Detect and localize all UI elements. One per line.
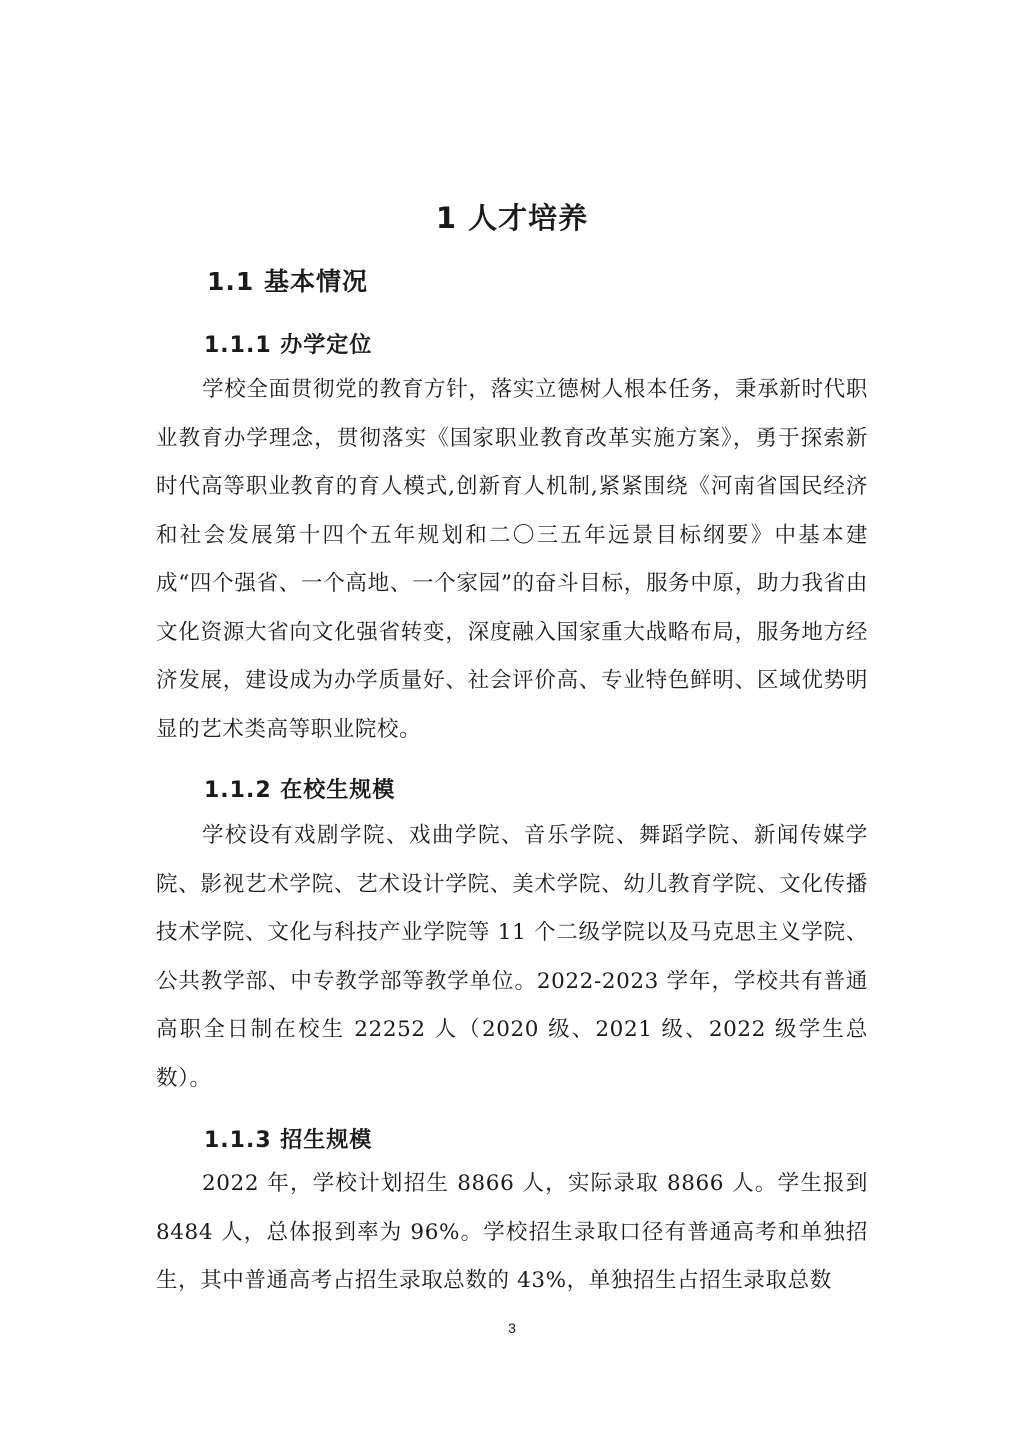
subsection-title-enrollment-size: 1.1.2 在校生规模 <box>204 778 396 803</box>
page-number: 3 <box>508 1320 516 1336</box>
paragraph-positioning: 学校全面贯彻党的教育方针，落实立德树人根本任务，秉承新时代职业教育办学理念，贯彻落实《国家职业教育改革实施方案》，勇于探索新时代高等职业教育的育人模式,创新育人机制,紧紧围绕《河南省国民经济和社会发展第十四个五年规划和二〇三五年远景目标纲要》中基本建成“四个强省、一个高地、一个家园”的奋斗目标，服务中原，助力我省由文化资源大省向文化强省转变，深度融入国家重大战略布局，服务地方经济发展，建设成为办学质量好、社会评价高、专业特色鲜明、区域优势明显的艺术类高等职业院校。 <box>156 377 868 742</box>
section-title: 1.1 基本情况 <box>207 267 368 296</box>
subsection-title-admission-scale: 1.1.3 招生规模 <box>204 1128 373 1153</box>
paragraph-admission-scale: 2022 年，学校计划招生 8866 人，实际录取 8866 人。学生报到 8484 人，总体报到率为 96%。学校招生录取口径有普通高考和单独招生，其中普通高考占招生录取总数的 43%，单独招生占招生录取总数 <box>156 1171 868 1293</box>
chapter-title: 1 人才培养 <box>435 201 589 235</box>
subsection-title-positioning: 1.1.1 办学定位 <box>204 333 373 358</box>
paragraph-enrollment-size: 学校设有戏剧学院、戏曲学院、音乐学院、舞蹈学院、新闻传媒学院、影视艺术学院、艺术设计学院、美术学院、幼儿教育学院、文化传播技术学院、文化与科技产业学院等 11 个二级学院以及马克思主义学院、公共教学部、中专教学部等教学单位。2022-2023 学年，学校共有普通高职全日制在校生 22252 人（2020 级、2021 级、2022 级学生总数）。 <box>156 823 868 1091</box>
